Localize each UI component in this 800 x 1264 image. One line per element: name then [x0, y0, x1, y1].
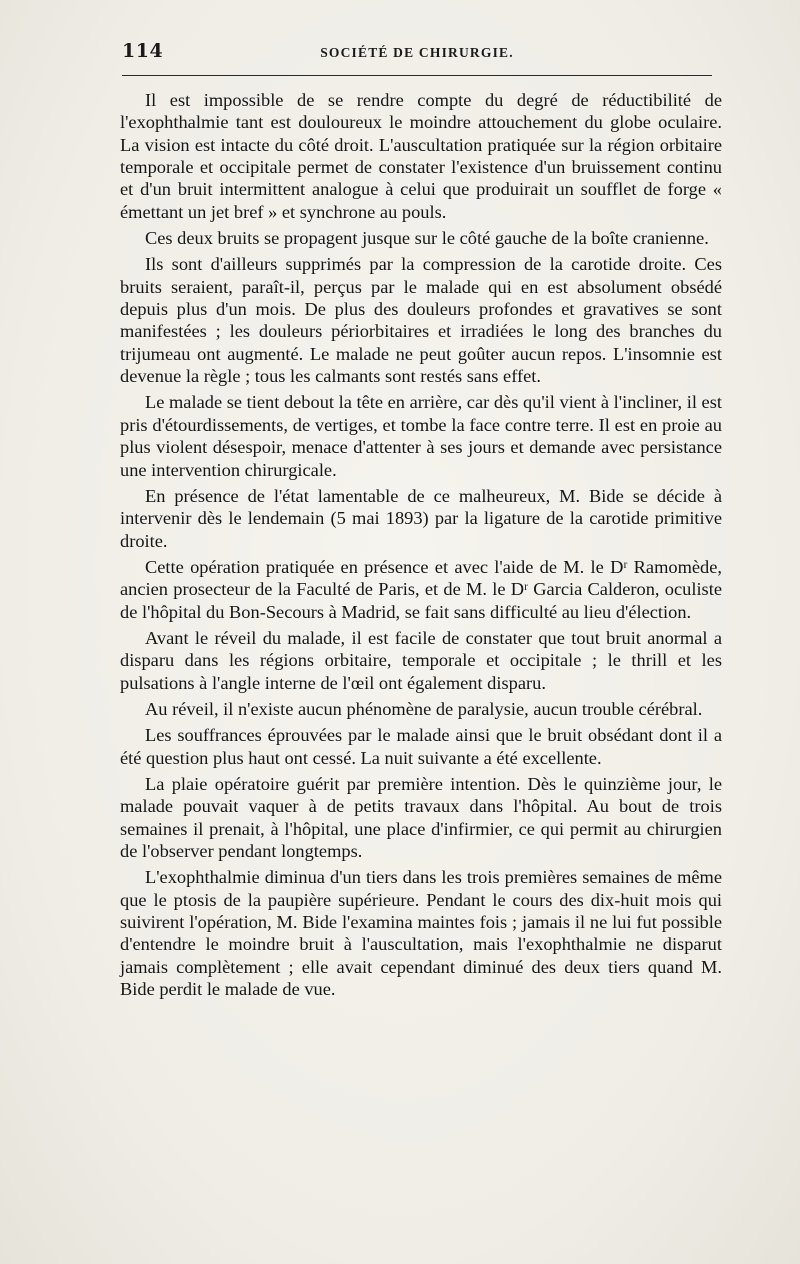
paragraph: La plaie opératoire guérit par première intention. Dès le quinzième jour, le malade pouvait vaquer à de petits travaux dans l'hôpital. Au bout de trois semaines il prenait, à l'hôpital, une place d'infirmier, ce qui permit au chirurgien de l'observer pendant longtemps.	[120, 773, 722, 861]
paragraph: Les souffrances éprouvées par le malade ainsi que le bruit obsédant dont il a été question plus haut ont cessé. La nuit suivante a été excellente.	[120, 725, 722, 768]
paragraph: L'exophthalmie diminua d'un tiers dans les trois premières semaines de même que le ptosis de la paupière supérieure. Pendant le cours des dix-huit mois qui suivirent l'opération, M. Bide l'examina maintes fois ; jamais il ne lui fut possible d'entendre le moindre bruit à l'auscultation, mais l'exophthalmie ne disparut jamais complètement ; elle avait cependant diminué des deux tiers quand M. Bide perdit le malade de vue.	[120, 867, 722, 1000]
page-header	[122, 40, 712, 74]
body-text	[120, 89, 722, 1004]
running-head: SOCIÉTÉ DE CHIRURGIE.	[320, 45, 514, 60]
paragraph: Ils sont d'ailleurs supprimés par la compression de la carotide droite. Ces bruits seraient, paraît-il, perçus par le malade qui en est absolument obsédé depuis plus d'un mois. De plus des douleurs profondes et gravatives se sont manifestées ; les douleurs périorbitaires et irradiées le long des branches du trijumeau ont augmenté. Le malade ne peut goûter aucun repos. L'insomnie est devenue la règle ; tous les calmants sont restés sans effet.	[120, 254, 722, 387]
paragraph: Le malade se tient debout la tête en arrière, car dès qu'il vient à l'incliner, il est pris d'étourdissements, de vertiges, et tombe la face contre terre. Il est en proie au plus violent désespoir, menace d'attenter à ses jours et demande avec persistance une intervention chirurgicale.	[120, 392, 722, 480]
header-rule	[122, 75, 712, 76]
paragraph: Il est impossible de se rendre compte du degré de réductibilité de l'exophthalmie tant est douloureux le moindre attouchement du globe oculaire. La vision est intacte du côté droit. L'auscultation pratiquée sur la région orbitaire temporale et occipitale permet de constater l'existence d'un bruissement continu et d'un bruit intermittent analogue à celui que produirait un soufflet de forge « émettant un jet bref » et synchrone au pouls.	[120, 90, 722, 222]
paragraph: Ces deux bruits se propagent jusque sur le côté gauche de la boîte cranienne.	[145, 228, 709, 249]
page-number: 114	[122, 40, 164, 62]
paragraph: Au réveil, il n'existe aucun phénomène de paralysie, aucun trouble cérébral.	[145, 698, 703, 719]
paragraph: Cette opération pratiquée en présence et avec l'aide de M. le Dʳ Ramomède, ancien prosecteur de la Faculté de Paris, et de M. le Dʳ Garcia Calderon, oculiste de l'hôpital du Bon-Secours à Madrid, se fait sans difficulté au lieu d'élection.	[120, 556, 722, 622]
paragraph: En présence de l'état lamentable de ce malheureux, M. Bide se décide à intervenir dès le lendemain (5 mai 1893) par la ligature de la carotide primitive droite.	[120, 485, 722, 551]
paragraph: Avant le réveil du malade, il est facile de constater que tout bruit anormal a disparu dans les régions orbitaire, temporale et occipitale ; le thrill et les pulsations à l'angle interne de l'œil ont également disparu.	[120, 627, 722, 693]
